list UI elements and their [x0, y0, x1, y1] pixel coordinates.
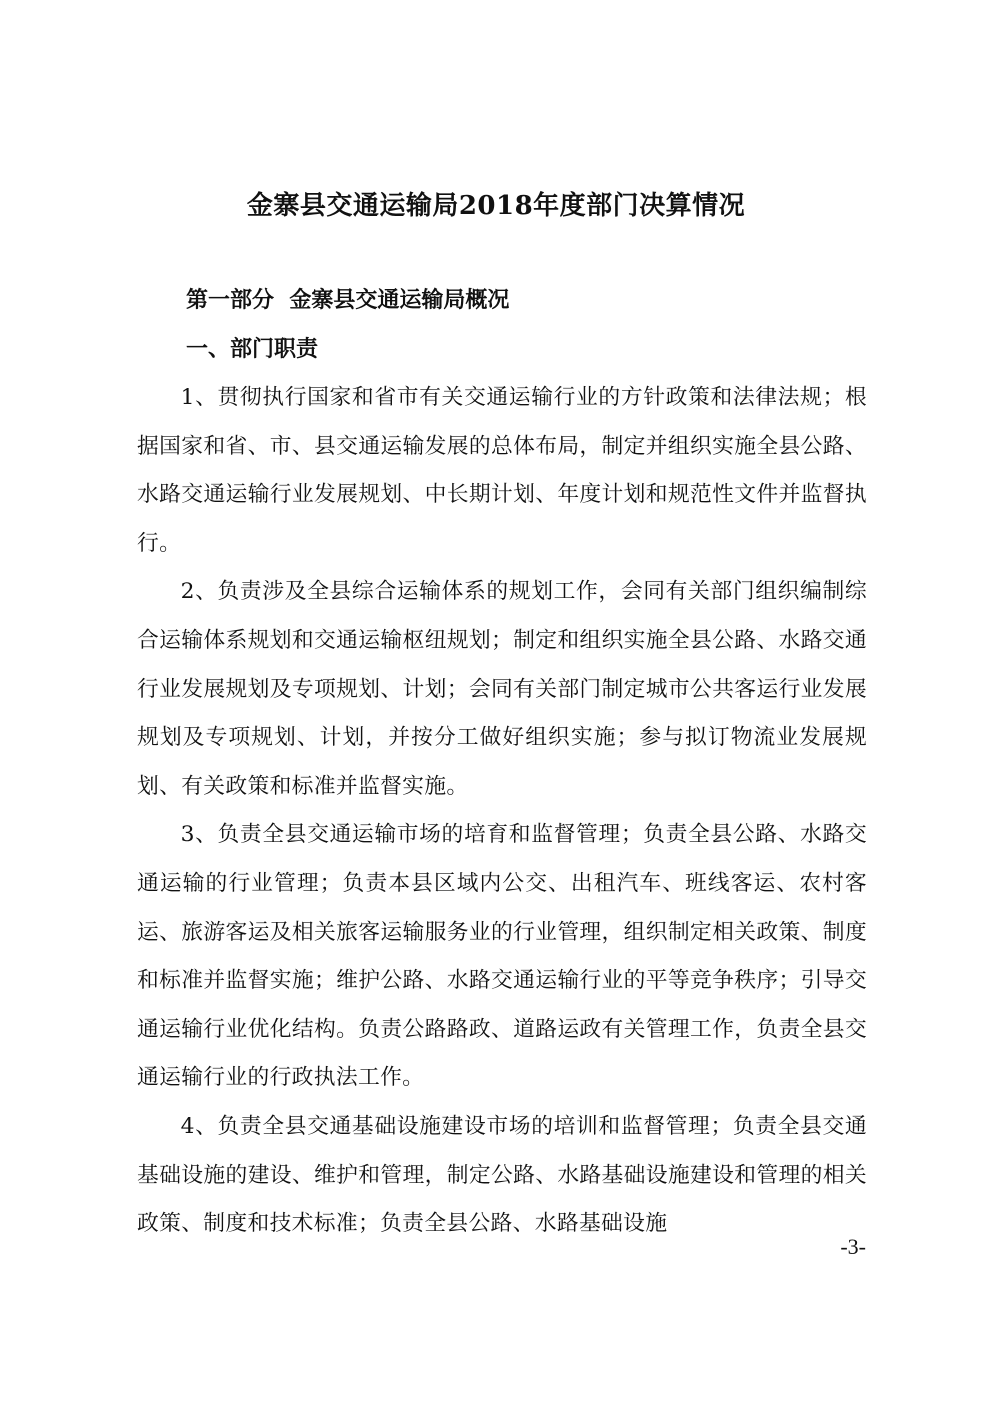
page-number: -3-: [840, 1234, 866, 1259]
page-title: 金寨县交通运输局2018年度部门决算情况: [246, 191, 746, 221]
paragraph-4: 4、负责全县交通基础设施建设市场的培训和监督管理；负责全县交通基础设施的建设、维护和管理，制定公路、水路基础设施建设和管理的相关政策、制度和技术标准；负责全县公路、水路基础设施: [137, 1113, 867, 1237]
paragraph-3: 3、负责全县交通运输市场的培育和监督管理；负责全县公路、水路交通运输的行业管理；负责本县区域内公交、出租汽车、班线客运、农村客运、旅游客运及相关旅客运输服务业的行业管理，组织制定相关政策、制度和标准并监督实施；维护公路、水路交通运输行业的平等竞争秩序；引导交通运输行业优化结构。负责公路路政、道路运政有关管理工作，负责全县交通运输行业的行政执法工作。: [137, 822, 867, 1091]
section-heading: 一、部门职责: [186, 336, 319, 362]
paragraph-2: 2、负责涉及全县综合运输体系的规划工作，会同有关部门组织编制综合运输体系规划和交通运输枢纽规划；制定和组织实施全县公路、水路交通行业发展规划及专项规划、计划；会同有关部门制定城市公共客运行业发展规划及专项规划、计划，并按分工做好组织实施；参与拟订物流业发展规划、有关政策和标准并监督实施。: [137, 579, 867, 799]
body-text: [137, 374, 867, 1249]
paragraph-1: 1、贯彻执行国家和省市有关交通运输行业的方针政策和法律法规；根据国家和省、市、县交通运输发展的总体布局，制定并组织实施全县公路、水路交通运输行业发展规划、中长期计划、年度计划和规范性文件并监督执行。: [137, 385, 867, 556]
part-heading: 第一部分 金寨县交通运输局概况: [186, 287, 510, 313]
